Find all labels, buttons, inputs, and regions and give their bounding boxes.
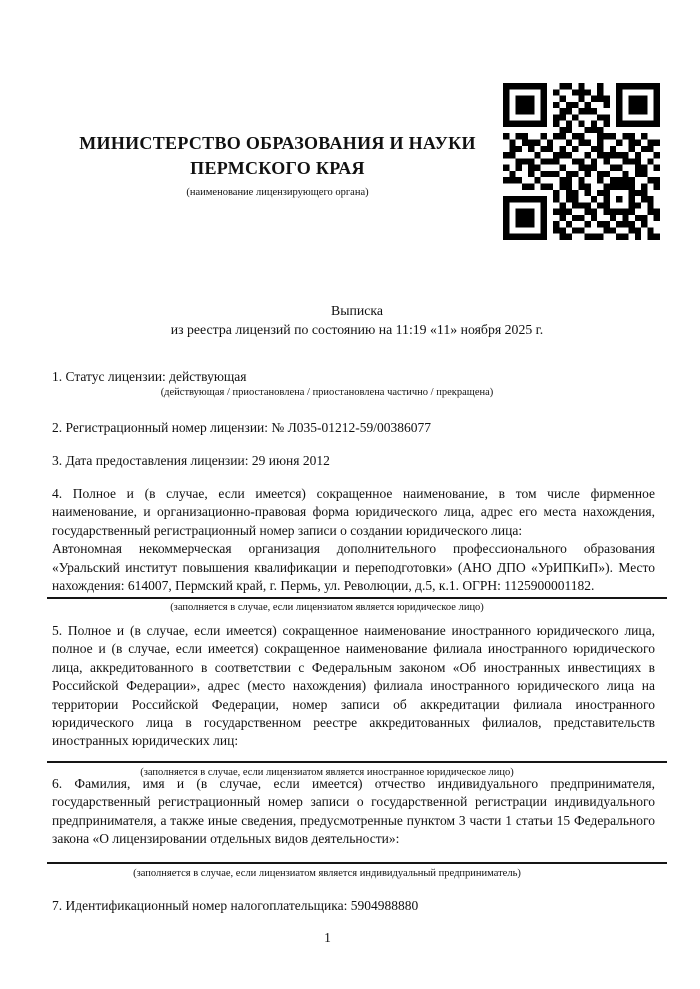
legal-entity-intro: 4. Полное и (в случае, если имеется) сокращенное наименование, в том числе фирменное наименование, и организационно-правовая форма юридического лица, адрес его места нахождения, государственный регистрационный номер записи о создании юридического лица: (52, 486, 655, 538)
taxpayer-id-text: 7. Идентификационный номер налогоплательщика: 5904988880 (52, 898, 419, 913)
foreign-entity-item (52, 622, 655, 779)
legal-entity-item (52, 485, 655, 614)
legal-entity-value: Автономная некоммерческая организация дополнительного профессионального образования «Уральский институт повышения квалификации и переподготовки» (АНО ДПО «УрИПКиП»). Место нахождения: 614007, Пермский край, г. Пермь, ул. Революции, д.5, к.1. ОГРН: 1125900001182. (52, 541, 655, 594)
fill-line (47, 761, 667, 763)
entrepreneur-caption: (заполняется в случае, если лицензиатом является индивидуальный предприниматель) (133, 867, 521, 879)
fill-line (47, 597, 667, 599)
license-date-item (52, 452, 655, 470)
licensing-authority-header (52, 131, 503, 199)
license-status-text: 1. Статус лицензии: действующая (52, 369, 247, 384)
document-title-line1: Выписка (331, 303, 383, 318)
license-number-item (52, 419, 655, 437)
fill-line (47, 862, 667, 864)
ministry-name (52, 131, 503, 181)
document-title (47, 301, 667, 339)
license-status-item (52, 368, 655, 399)
document-title-line2: из реестра лицензий по состоянию на 11:19 «11» ноября 2025 г. (170, 322, 544, 337)
legal-entity-caption: (заполняется в случае, если лицензиатом является юридическое лицо) (170, 602, 484, 614)
foreign-entity-caption: (заполняется в случае, если лицензиатом является иностранное юридическое лицо) (140, 766, 514, 778)
entrepreneur-text: 6. Фамилия, имя и (в случае, если имеется) отчество индивидуального предпринимателя, государственный регистрационный номер записи о государственной регистрации индивидуального предпринимателя, а также иные сведения, предусмотренные пунктом 3 части 1 статьи 15 Федерального закона «О лицензировании отдельных видов деятельности»: (52, 776, 655, 847)
license-date-text: 3. Дата предоставления лицензии: 29 июня 2012 (52, 453, 330, 468)
taxpayer-id-item (52, 897, 655, 915)
license-number-text: 2. Регистрационный номер лицензии: № Л035-01212-59/00386077 (52, 420, 432, 435)
page-number: 1 (324, 930, 331, 945)
license-status-caption: (действующая / приостановлена / приостановлена частично / прекращена) (160, 387, 494, 399)
ministry-name-line2: ПЕРМСКОГО КРАЯ (190, 158, 365, 178)
entrepreneur-item (52, 775, 655, 880)
ministry-name-line1: МИНИСТЕРСТВО ОБРАЗОВАНИЯ И НАУКИ (79, 133, 476, 153)
qr-code-icon (503, 83, 660, 240)
ministry-caption: (наименование лицензирующего органа) (186, 187, 369, 198)
foreign-entity-text: 5. Полное и (в случае, если имеется) сокращенное наименование иностранного юридического лица, полное и (в случае, если имеется) сокращенное наименование филиала иностранного юридического лица, аккредитованного в соответствии с Федеральным законом «Об иностранных инвестициях в Российской Федерации», адрес (место нахождения) филиала иностранного юридического лица на территории Российской Федерации, номер записи об аккредитации филиала иностранного юридического лица в государственном реестре аккредитованных филиалов, представительств иностранных юридических лиц: (52, 623, 655, 749)
